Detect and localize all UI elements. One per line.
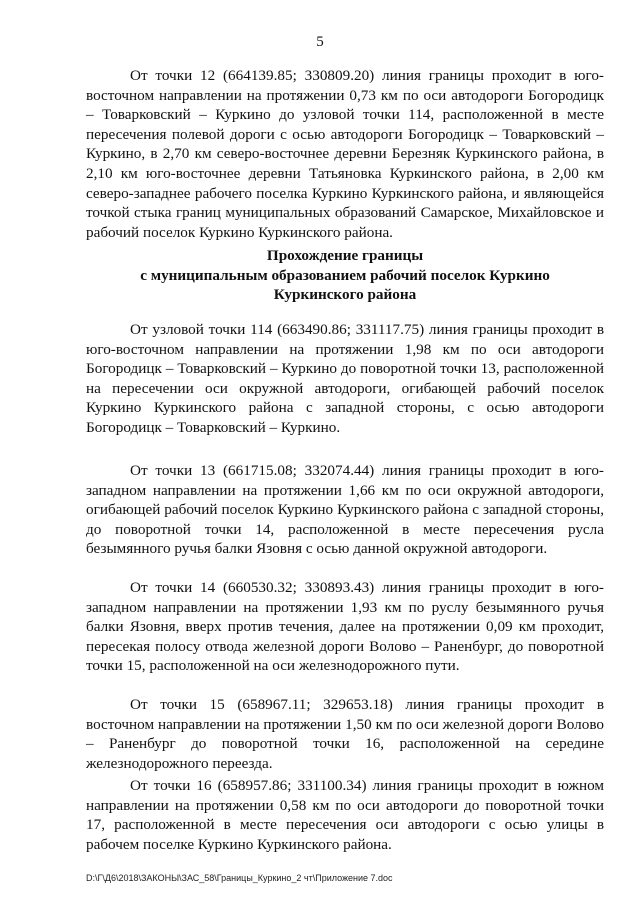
heading-line-3: Куркинского района (273, 286, 417, 304)
paragraph-point-12: От точки 12 (664139.85; 330809.20) линия границы проходит в юго-восточном направлении на протяжении 0,73 км по оси автодороги Богородицк – Товарковский – Куркино до узловой точки 114, расположенной в месте пересечения полевой дороги с осью автодороги Богородицк – Товарковский – Куркино, в 2,70 км северо-восточнее деревни Березняк Куркинского района, в 2,10 км юго-восточнее деревни Татьяновка Куркинского района, в 2,00 км северо-западнее рабочего поселка Куркино Куркинского района, и являющейся точкой стыка границ муниципальных образований Самарское, Михайловское и рабочий поселок Куркино Куркинского района. (86, 67, 604, 241)
heading-line-2: с муниципальным образованием рабочий поселок Куркино (140, 266, 550, 284)
paragraph-point-13: От точки 13 (661715.08; 332074.44) линия границы проходит в юго-западном направлении на протяжении 1,66 км по оси окружной автодороги, огибающей рабочий поселок Куркино Куркинского района с западной стороны, до поворотной точки 14, расположенной в месте пересечения русла безымянного ручья балки Язовня с осью данной окружной автодороги. (86, 462, 604, 558)
paragraph-point-114: От узловой точки 114 (663490.86; 331117.75) линия границы проходит в юго-восточном направлении на протяжении 1,98 км по оси автодороги Богородицк – Товарковский – Куркино до поворотной точки 13, расположенной на пересечении оси окружной автодороги, огибающей рабочий поселок Куркино Куркинского района с западной стороны, с осью автодороги Богородицк – Товарковский – Куркино. (86, 321, 604, 436)
paragraph-point-15: От точки 15 (658967.11; 329653.18) линия границы проходит в восточном направлении на протяжении 1,50 км по оси железной дороги Волово – Раненбург до поворотной точки 16, расположенной на середине железнодорожного переезда. (86, 696, 604, 772)
paragraph-point-14: От точки 14 (660530.32; 330893.43) линия границы проходит в юго-западном направлении на протяжении 1,93 км по руслу безымянного ручья балки Язовня, вверх против течения, далее на протяжении 0,09 км проходит, пересекая полосу отвода железной дороги Волово – Раненбург, до поворотной точки 15, расположенной на оси железнодорожного пути. (86, 579, 604, 675)
heading-line-1: Прохождение границы (266, 247, 424, 264)
paragraph-point-16: От точки 16 (658957.86; 331100.34) линия границы проходит в южном направлении на протяжении 0,58 км по оси автодороги до поворотной точки 17, расположенной в месте пересечения оси автодороги с осью улицы в рабочем поселке Куркино Куркинского района. (86, 777, 604, 853)
section-heading (86, 246, 604, 305)
page-number: 5 (316, 34, 324, 50)
file-path-footer: D:\Г\Д6\2018\ЗАКОНЫ\ЗАС_58\Границы_Куркино_2 чт\Приложение 7.doc (86, 873, 393, 883)
